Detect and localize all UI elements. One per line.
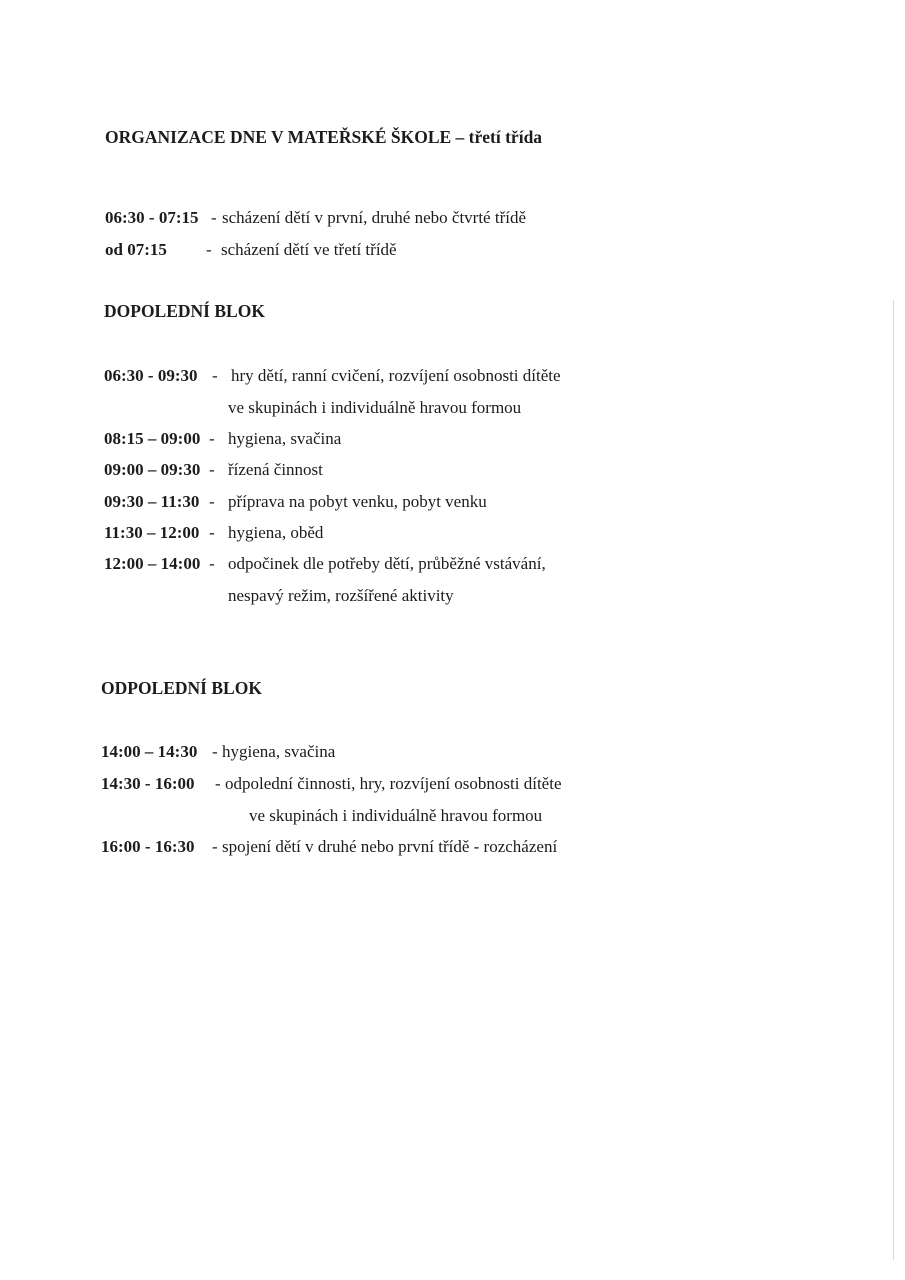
schedule-text: spojení dětí v druhé nebo první třídě - rozcházení (222, 837, 558, 856)
schedule-text: hry dětí, ranní cvičení, rozvíjení osobnosti dítěte (231, 366, 561, 385)
arrival-text: scházení dětí ve třetí třídě (221, 240, 397, 259)
schedule-time: 16:00 - 16:30 (101, 837, 195, 856)
schedule-time: 06:30 - 09:30 (104, 366, 198, 385)
schedule-text: odpočinek dle potřeby dětí, průběžné vstávání, (228, 554, 546, 573)
schedule-text-continued: ve skupinách i individuálně hravou formou (249, 806, 543, 825)
page-title: ORGANIZACE DNE V MATEŘSKÉ ŠKOLE – třetí třída (105, 127, 543, 147)
arrival-time: od 07:15 (105, 240, 167, 259)
schedule-separator: - (209, 554, 215, 573)
schedule-text: hygiena, svačina (222, 742, 336, 761)
schedule-separator: - (209, 492, 215, 511)
arrival-separator: - (206, 240, 212, 259)
schedule-time: 09:00 – 09:30 (104, 460, 201, 479)
schedule-separator: - (209, 523, 215, 542)
schedule-time: 09:30 – 11:30 (104, 492, 200, 511)
schedule-time: 12:00 – 14:00 (104, 554, 201, 573)
schedule-time: 14:30 - 16:00 (101, 774, 195, 793)
schedule-time: 08:15 – 09:00 (104, 429, 201, 448)
afternoon-heading: ODPOLEDNÍ BLOK (101, 678, 262, 698)
schedule-text-continued: nespavý režim, rozšířené aktivity (228, 586, 454, 605)
schedule-separator: - (215, 774, 221, 793)
schedule-separator: - (209, 460, 215, 479)
scan-edge-line (893, 300, 894, 1260)
schedule-text: hygiena, oběd (228, 523, 324, 542)
schedule-separator: - (212, 742, 218, 761)
schedule-text: hygiena, svačina (228, 429, 342, 448)
arrival-time: 06:30 - 07:15 (105, 208, 199, 227)
schedule-time: 11:30 – 12:00 (104, 523, 200, 542)
schedule-text-continued: ve skupinách i individuálně hravou formou (228, 398, 522, 417)
schedule-time: 14:00 – 14:30 (101, 742, 198, 761)
schedule-separator: - (212, 837, 218, 856)
arrival-text: scházení dětí v první, druhé nebo čtvrté třídě (222, 208, 526, 227)
schedule-separator: - (209, 429, 215, 448)
schedule-separator: - (212, 366, 218, 385)
schedule-text: odpolední činnosti, hry, rozvíjení osobnosti dítěte (225, 774, 562, 793)
arrival-separator: - (211, 208, 217, 227)
schedule-text: příprava na pobyt venku, pobyt venku (228, 492, 487, 511)
schedule-text: řízená činnost (228, 460, 323, 479)
morning-heading: DOPOLEDNÍ BLOK (104, 301, 265, 321)
